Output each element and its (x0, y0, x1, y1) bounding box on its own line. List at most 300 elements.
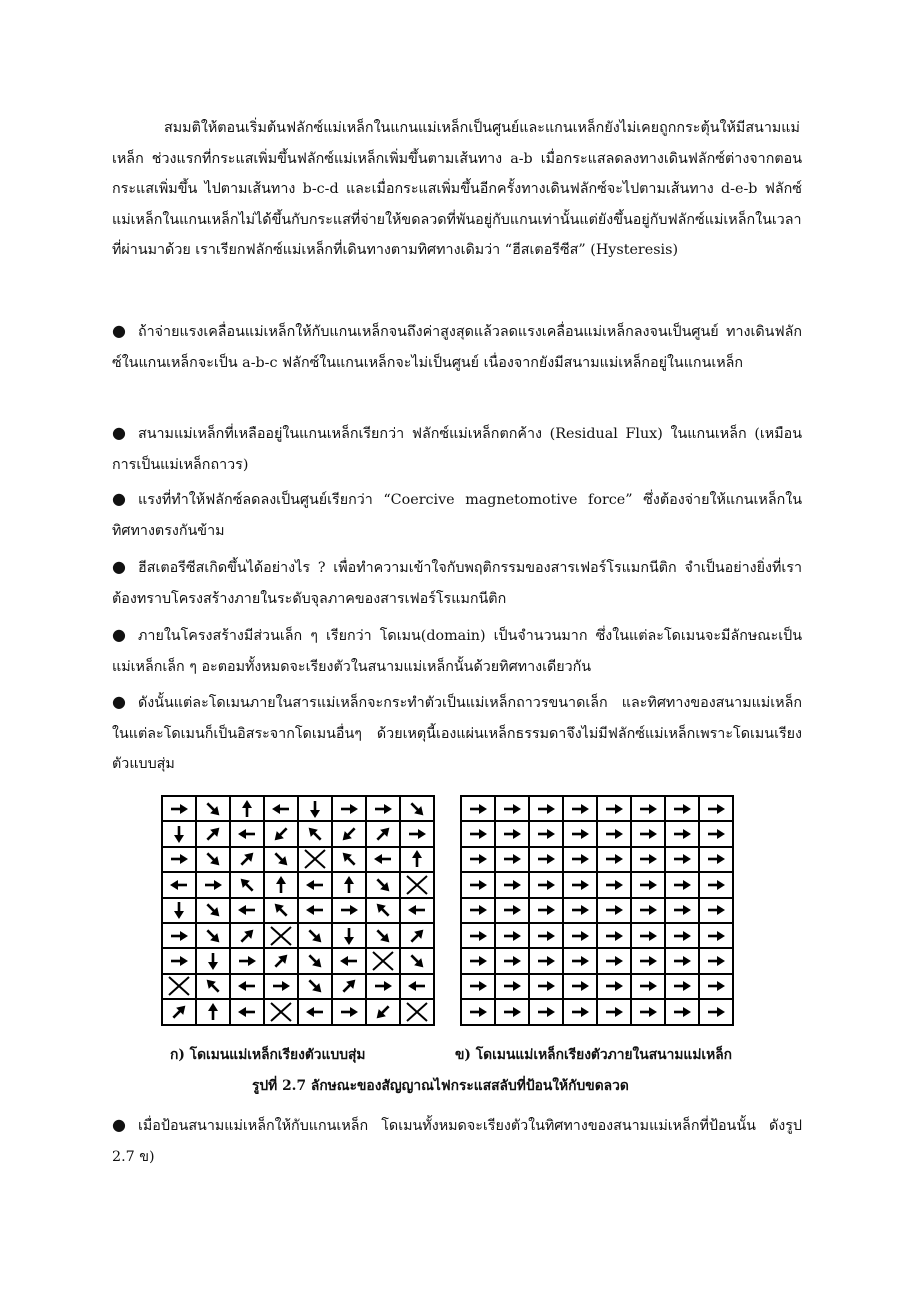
arrow-icon (406, 900, 428, 920)
arrow-icon (671, 799, 693, 819)
arrow-icon (236, 1002, 258, 1022)
domain-cell (366, 821, 400, 846)
domain-cell (597, 948, 631, 973)
arrow-icon (202, 1002, 224, 1022)
random-domain-grid (161, 795, 435, 1026)
arrow-icon (501, 875, 523, 895)
domain-cell (631, 872, 665, 897)
arrow-icon (637, 900, 659, 920)
grid-row (162, 796, 434, 821)
bullet-icon: ● (112, 321, 126, 340)
bullet-text: ดังนั้นแต่ละโดเมนภายในสารแม่เหล็กจะกระทำตัวเป็นแม่เหล็กถาวรขนาดเล็ก และทิศทางของสนามแม่เหล็กในแต่ละโดเมนก็เป็นอิสระจากโดเมนอื่นๆ ด้วยเหตุนี้เองแผ่นเหล็กธรรมดาจึงไม่มีฟลักซ์แม่เหล็กเพราะโดเมนเรียงตัวแบบสุ่ม (112, 695, 802, 772)
arrow-icon (406, 976, 428, 996)
domain-cell (366, 847, 400, 872)
bullet-text: ภายในโครงสร้างมีส่วนเล็ก ๆ เรียกว่า โดเมน(domain) เป็นจำนวนมาก ซึ่งในแต่ละโดเมนจะมีลักษณะเป็นแม่เหล็กเล็ก ๆ อะตอมทั้งหมดจะเรียงตัวในสนามแม่เหล็กนั้นด้วยทิศทางเดียวกัน (112, 628, 802, 675)
domain-cell (699, 948, 733, 973)
domain-cell (529, 974, 563, 999)
arrow-icon (671, 824, 693, 844)
bullet-icon: ● (112, 557, 126, 576)
bullet-text: ถ้าจ่ายแรงเคลื่อนแม่เหล็กให้กับแกนเหล็กจนถึงค่าสูงสุดแล้วลดแรงเคลื่อนแม่เหล็กลงจนเป็นศูนย์ ทางเดินฟลักซ์ในแกนเหล็กจะเป็น a-b-c ฟลักซ์ในแกนเหล็กจะไม่เป็นศูนย์ เนื่องจากยังมีสนามแม่เหล็กอยู่ในแกนเหล็ก (112, 324, 802, 371)
domain-cell (631, 847, 665, 872)
arrow-icon (535, 799, 557, 819)
arrow-icon (569, 900, 591, 920)
arrow-icon (603, 926, 625, 946)
domain-cell (665, 948, 699, 973)
aligned-domain-grid (460, 795, 734, 1026)
arrow-icon (501, 799, 523, 819)
domain-cell (597, 999, 631, 1024)
domain-cell (529, 821, 563, 846)
domain-cell (230, 923, 264, 948)
domain-cell (563, 898, 597, 923)
domain-cell (461, 821, 495, 846)
domain-cell (196, 872, 230, 897)
grid-row (162, 999, 434, 1024)
arrow-icon (637, 1002, 659, 1022)
domain-cell (563, 847, 597, 872)
bullet-item (112, 316, 802, 378)
arrow-icon (535, 951, 557, 971)
domain-cell (298, 923, 332, 948)
bullet-icon: ● (112, 489, 126, 508)
domain-cell (665, 898, 699, 923)
domain-cell (366, 898, 400, 923)
arrow-icon (603, 799, 625, 819)
domain-cell (597, 796, 631, 821)
arrow-icon (270, 875, 292, 895)
domain-cell (264, 898, 298, 923)
domain-cell (461, 999, 495, 1024)
arrow-icon (501, 926, 523, 946)
arrow-icon (168, 1002, 190, 1022)
arrow-icon (270, 799, 292, 819)
grid-row (461, 872, 733, 897)
arrow-icon (569, 824, 591, 844)
domain-cell (162, 923, 196, 948)
grid-row (461, 847, 733, 872)
domain-cell (264, 872, 298, 897)
domain-cell (332, 974, 366, 999)
arrow-icon (236, 926, 258, 946)
domain-cell (332, 821, 366, 846)
arrow-icon (202, 875, 224, 895)
domain-cell (400, 923, 434, 948)
arrow-icon (304, 951, 326, 971)
arrow-icon (304, 799, 326, 819)
arrow-icon (705, 926, 727, 946)
domain-cell (264, 923, 298, 948)
domain-cell (665, 999, 699, 1024)
arrow-icon (372, 824, 394, 844)
arrow-icon (168, 951, 190, 971)
domain-cell (332, 948, 366, 973)
domain-cell (495, 923, 529, 948)
arrow-icon (535, 900, 557, 920)
domain-cell (264, 974, 298, 999)
arrow-icon (501, 1002, 523, 1022)
arrow-icon (406, 926, 428, 946)
domain-cell (230, 796, 264, 821)
domain-cell (400, 796, 434, 821)
arrow-icon (535, 976, 557, 996)
arrow-icon (705, 824, 727, 844)
domain-cell (230, 974, 264, 999)
arrow-icon (705, 799, 727, 819)
domain-cell (563, 821, 597, 846)
arrow-icon (467, 900, 489, 920)
arrow-icon (406, 799, 428, 819)
domain-cell (529, 796, 563, 821)
arrow-icon (338, 875, 360, 895)
domain-cell (563, 974, 597, 999)
arrow-icon (406, 951, 428, 971)
arrow-icon (236, 900, 258, 920)
domain-cell (495, 847, 529, 872)
domain-cell (196, 923, 230, 948)
arrow-icon (168, 799, 190, 819)
domain-cell (665, 821, 699, 846)
arrow-icon (569, 951, 591, 971)
domain-cell (298, 796, 332, 821)
arrow-icon (236, 951, 258, 971)
arrow-icon (236, 875, 258, 895)
domain-cell (563, 796, 597, 821)
domain-cell (196, 847, 230, 872)
domain-cell (461, 872, 495, 897)
domain-cell (298, 948, 332, 973)
domain-cell (631, 999, 665, 1024)
arrow-icon (406, 824, 428, 844)
arrow-icon (168, 849, 190, 869)
bullet-text: สนามแม่เหล็กที่เหลืออยู่ในแกนเหล็กเรียกว่า ฟลักซ์แม่เหล็กตกค้าง (Residual Flux) ในแกนเหล็ก (เหมือนการเป็นแม่เหล็กถาวร) (112, 426, 802, 473)
arrow-icon (705, 951, 727, 971)
domain-cell (366, 796, 400, 821)
domain-cell (230, 847, 264, 872)
domain-cell (597, 898, 631, 923)
domain-cell (563, 872, 597, 897)
arrow-icon (671, 976, 693, 996)
arrow-icon (467, 951, 489, 971)
domain-cell (162, 847, 196, 872)
arrow-icon (372, 926, 394, 946)
domain-cell (699, 821, 733, 846)
domain-cell (196, 898, 230, 923)
domain-cell (461, 923, 495, 948)
domain-cell (495, 872, 529, 897)
domain-cell (366, 923, 400, 948)
bullet-icon: ● (112, 1115, 126, 1134)
domain-cell (461, 974, 495, 999)
grid-row (461, 796, 733, 821)
domain-cell (298, 821, 332, 846)
cross-domain-icon (406, 875, 428, 895)
arrow-icon (603, 849, 625, 869)
grid-row (461, 948, 733, 973)
domain-cell (332, 872, 366, 897)
domain-cell (461, 948, 495, 973)
arrow-icon (535, 926, 557, 946)
domain-cell (264, 821, 298, 846)
domain-cell (529, 847, 563, 872)
arrow-icon (467, 875, 489, 895)
grid-row (162, 898, 434, 923)
arrow-icon (202, 976, 224, 996)
domain-cell (332, 796, 366, 821)
arrow-icon (501, 900, 523, 920)
grid-row (162, 821, 434, 846)
grid-row (162, 872, 434, 897)
domain-cell (529, 923, 563, 948)
domain-cell (495, 796, 529, 821)
bullet-item (112, 1110, 802, 1172)
arrow-icon (338, 926, 360, 946)
domain-cell (631, 948, 665, 973)
arrow-icon (535, 875, 557, 895)
grid-row (162, 974, 434, 999)
arrow-icon (338, 900, 360, 920)
domain-cell (495, 898, 529, 923)
arrow-icon (603, 1002, 625, 1022)
domain-cell (563, 948, 597, 973)
arrow-icon (270, 849, 292, 869)
domain-cell (400, 821, 434, 846)
arrow-icon (338, 976, 360, 996)
grid-row (461, 923, 733, 948)
domain-cell (699, 872, 733, 897)
arrow-icon (671, 926, 693, 946)
domain-cell (597, 923, 631, 948)
domain-cell (230, 999, 264, 1024)
arrow-icon (569, 926, 591, 946)
domain-cell (298, 872, 332, 897)
domain-cell (298, 898, 332, 923)
domain-cell (298, 999, 332, 1024)
arrow-icon (501, 951, 523, 971)
domain-cell (529, 948, 563, 973)
domain-cell (400, 847, 434, 872)
domain-cell (631, 923, 665, 948)
arrow-icon (467, 926, 489, 946)
grid-row (162, 948, 434, 973)
domain-cell (461, 796, 495, 821)
arrow-icon (202, 951, 224, 971)
arrow-icon (168, 900, 190, 920)
bullet-item (112, 418, 802, 480)
arrow-icon (705, 849, 727, 869)
arrow-icon (304, 976, 326, 996)
arrow-icon (637, 926, 659, 946)
bullet-icon: ● (112, 423, 126, 442)
arrow-icon (236, 976, 258, 996)
domain-cell (332, 847, 366, 872)
domain-cell (495, 974, 529, 999)
domain-cell (264, 796, 298, 821)
domain-cell (597, 847, 631, 872)
domain-cell (597, 821, 631, 846)
arrow-icon (637, 824, 659, 844)
bullet-item (112, 620, 802, 682)
arrow-icon (304, 875, 326, 895)
bullet-item (112, 484, 802, 546)
domain-cell (366, 999, 400, 1024)
domain-cell (230, 872, 264, 897)
arrow-icon (501, 849, 523, 869)
arrow-icon (467, 824, 489, 844)
domain-cell (400, 974, 434, 999)
domain-cell (162, 898, 196, 923)
domain-cell (230, 821, 264, 846)
arrow-icon (338, 951, 360, 971)
arrow-icon (671, 875, 693, 895)
domain-cell (264, 948, 298, 973)
domain-cell (366, 948, 400, 973)
arrow-icon (467, 976, 489, 996)
domain-cell (495, 948, 529, 973)
arrow-icon (236, 824, 258, 844)
arrow-icon (603, 900, 625, 920)
figure-title: รูปที่ 2.7 ลักษณะของสัญญาณไฟกระแสสลับที่ป้อนให้กับขดลวด (252, 1078, 629, 1094)
domain-cell (332, 999, 366, 1024)
arrow-icon (569, 976, 591, 996)
arrow-icon (569, 849, 591, 869)
domain-cell (162, 796, 196, 821)
arrow-icon (372, 799, 394, 819)
arrow-icon (338, 849, 360, 869)
arrow-icon (372, 849, 394, 869)
arrow-icon (304, 824, 326, 844)
domain-cell (332, 898, 366, 923)
domain-cell (529, 999, 563, 1024)
domain-cell (162, 821, 196, 846)
arrow-icon (338, 824, 360, 844)
grid-row (461, 898, 733, 923)
domain-cell (665, 974, 699, 999)
cross-domain-icon (168, 976, 190, 996)
domain-cell (631, 821, 665, 846)
grid-row (461, 821, 733, 846)
bullet-item (112, 687, 802, 780)
arrow-icon (406, 849, 428, 869)
arrow-icon (202, 900, 224, 920)
arrow-icon (168, 875, 190, 895)
domain-cell (196, 999, 230, 1024)
arrow-icon (168, 824, 190, 844)
bullet-icon: ● (112, 692, 126, 711)
arrow-icon (168, 926, 190, 946)
bullet-text: แรงที่ทำให้ฟลักซ์ลดลงเป็นศูนย์เรียกว่า “Coercive magnetomotive force” ซึ่งต้องจ่ายให้แกนเหล็กในทิศทางตรงกันข้าม (112, 492, 802, 539)
caption-aligned-domains: ข) โดเมนแม่เหล็กเรียงตัวภายในสนามแม่เหล็ก (455, 1047, 733, 1063)
arrow-icon (304, 926, 326, 946)
arrow-icon (535, 849, 557, 869)
arrow-icon (270, 824, 292, 844)
arrow-icon (569, 799, 591, 819)
arrow-icon (202, 824, 224, 844)
arrow-icon (501, 976, 523, 996)
domain-cell (699, 796, 733, 821)
domain-cell (563, 923, 597, 948)
arrow-icon (603, 976, 625, 996)
arrow-icon (202, 799, 224, 819)
domain-cell (264, 847, 298, 872)
arrow-icon (705, 875, 727, 895)
arrow-icon (338, 799, 360, 819)
domain-cell (162, 948, 196, 973)
cross-domain-icon (406, 1002, 428, 1022)
domain-cell (665, 796, 699, 821)
arrow-icon (671, 900, 693, 920)
arrow-icon (569, 875, 591, 895)
domain-cell (400, 948, 434, 973)
domain-cell (529, 872, 563, 897)
bullet-text: ฮีสเตอรีซีสเกิดขึ้นได้อย่างไร ? เพื่อทำความเข้าใจกับพฤติกรรมของสารเฟอร์โรแมกนีติก จำเป็นอย่างยิ่งที่เราต้องทราบโครงสร้างภายในระดับจุลภาคของสารเฟอร์โรแมกนีติก (112, 560, 802, 607)
arrow-icon (236, 799, 258, 819)
arrow-icon (270, 976, 292, 996)
domain-cell (196, 796, 230, 821)
arrow-icon (467, 849, 489, 869)
arrow-icon (270, 951, 292, 971)
domain-cell (529, 898, 563, 923)
domain-cell (631, 974, 665, 999)
arrow-icon (202, 926, 224, 946)
paragraph-hysteresis-intro: สมมติให้ตอนเริ่มต้นฟลักซ์แม่เหล็กในแกนแม่เหล็กเป็นศูนย์และแกนเหล็กยังไม่เคยถูกกระตุ้นให้มีสนามแม่เหล็ก ช่วงแรกที่กระแสเพิ่มขึ้นฟลักซ์แม่เหล็กเพิ่มขึ้นตามเส้นทาง a-b เมื่อกระแสลดลงทางเดินฟลักซ์ต่างจากตอนกระแสเพิ่มขึ้น ไปตามเส้นทาง b-c-d และเมื่อกระแสเพิ่มขึ้นอีกครั้งทางเดินฟลักซ์จะไปตามเส้นทาง d-e-b ฟลักซ์แม่เหล็กในแกนเหล็กไม่ได้ขึ้นกับกระแสที่จ่ายให้ขดลวดที่พันอยู่กับแกนเท่านั้นแต่ยังขึ้นอยู่กับฟลักซ์แม่เหล็กในเวลาที่ผ่านมาด้วย เราเรียกฟลักซ์แม่เหล็กที่เดินทางตามทิศทางเดิมว่า “ฮีสเตอรีซีส” (Hysteresis) (112, 120, 802, 258)
arrow-icon (671, 849, 693, 869)
domain-cell (162, 872, 196, 897)
cross-domain-icon (270, 926, 292, 946)
arrow-icon (372, 1002, 394, 1022)
domain-cell (665, 872, 699, 897)
arrow-icon (637, 849, 659, 869)
arrow-icon (705, 1002, 727, 1022)
domain-cell (196, 821, 230, 846)
arrow-icon (569, 1002, 591, 1022)
domain-cell (631, 796, 665, 821)
domain-cell (699, 999, 733, 1024)
cross-domain-icon (304, 849, 326, 869)
domain-cell (196, 948, 230, 973)
domain-cell (631, 898, 665, 923)
arrow-icon (372, 900, 394, 920)
arrow-icon (501, 824, 523, 844)
domain-cell (400, 872, 434, 897)
arrow-icon (603, 875, 625, 895)
domain-cell (699, 923, 733, 948)
arrow-icon (603, 824, 625, 844)
domain-cell (495, 821, 529, 846)
arrow-icon (705, 976, 727, 996)
domain-cell (597, 974, 631, 999)
domain-cell (332, 923, 366, 948)
arrow-icon (637, 799, 659, 819)
arrow-icon (304, 1002, 326, 1022)
arrow-icon (671, 951, 693, 971)
arrow-icon (372, 875, 394, 895)
domain-cell (597, 872, 631, 897)
arrow-icon (637, 875, 659, 895)
arrow-icon (535, 824, 557, 844)
domain-cell (461, 898, 495, 923)
arrow-icon (637, 951, 659, 971)
domain-cell (461, 847, 495, 872)
domain-cell (366, 974, 400, 999)
bullet-item (112, 552, 802, 614)
domain-cell (665, 847, 699, 872)
domain-cell (162, 999, 196, 1024)
domain-cell (298, 974, 332, 999)
bullet-text: เมื่อป้อนสนามแม่เหล็กให้กับแกนเหล็ก โดเมนทั้งหมดจะเรียงตัวในทิศทางของสนามแม่เหล็กที่ป้อนนั้น ดังรูป 2.7 ข) (112, 1118, 802, 1165)
cross-domain-icon (372, 951, 394, 971)
domain-cell (699, 898, 733, 923)
domain-cell (230, 898, 264, 923)
